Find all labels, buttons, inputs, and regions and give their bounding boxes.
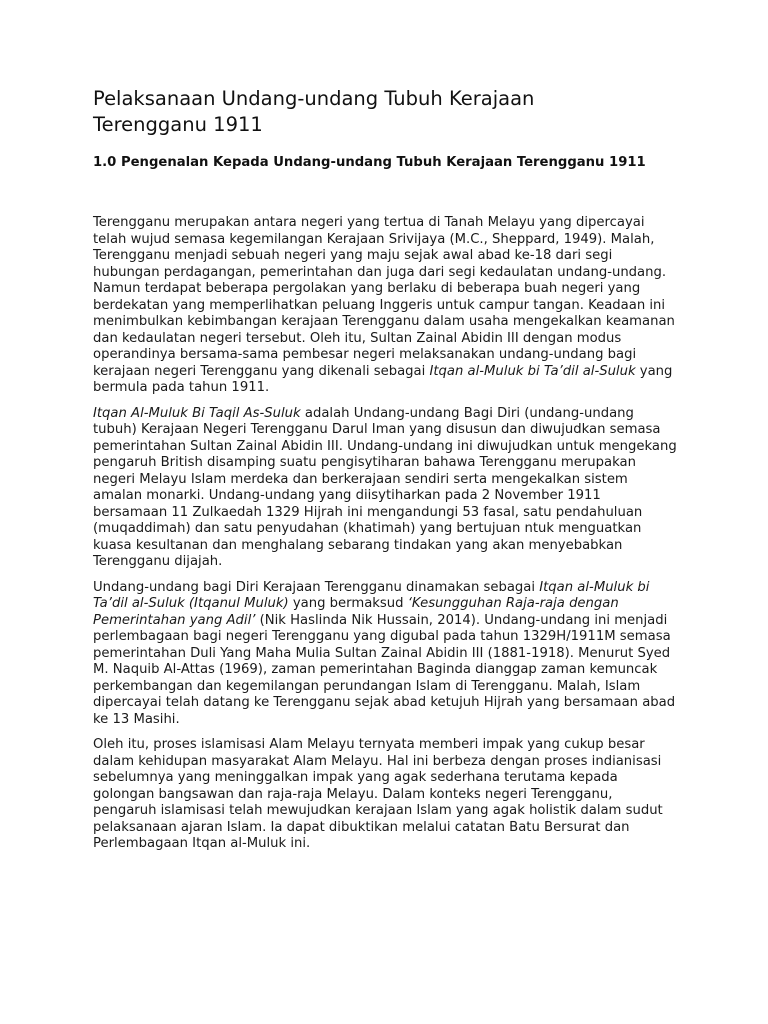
paragraph-italic-text: Itqan al-Muluk bi Ta’dil al-Suluk xyxy=(429,363,636,379)
paragraph-italic-text: ‘Kesungguhan Raja-raja dengan Pemerintahan yang Adil’ xyxy=(93,596,619,628)
paragraph-1 xyxy=(93,215,677,397)
paragraph-4 xyxy=(93,737,677,853)
paragraph-italic-text: Itqan Al-Muluk Bi Taqil As-Suluk xyxy=(93,405,301,421)
paragraph-2 xyxy=(93,406,677,571)
paragraph-text: adalah Undang-undang Bagi Diri (undang-undang tubuh) Kerajaan Negeri Terengganu Darul Iman yang disusun dan diwujudkan semasa pemerintahan Sultan Zainal Abidin III. Undang-undang ini diwujudkan untuk mengekang pengaruh British disamping suatu pengisytiharan bahawa Terengganu merupakan negeri Melayu Islam merdeka dan berkerajaan sendiri serta mengekalkan sistem amalan monarki. Undang-undang yang diisytiharkan pada 2 November 1911 bersamaan 11 Zulkaedah 1329 Hijrah ini mengandungi 53 fasal, satu pendahuluan (muqaddimah) dan satu penyudahan (khatimah) yang bertujuan ntuk menguatkan kuasa kesultanan dan menghalang sebarang tindakan yang akan menyebabkan Terengganu dijajah. xyxy=(93,405,677,569)
paragraph-text: (Nik Haslinda Nik Hussain, 2014). Undang-undang ini menjadi perlembagaan bagi negeri Terengganu yang digubal pada tahun 1329H/1911M semasa pemerintahan Duli Yang Maha Mulia Sultan Zainal Abidin III (1881-1918). Menurut Syed M. Naquib Al-Attas (1969), zaman pemerintahan Baginda dianggap zaman kemuncak perkembangan dan kegemilangan perundangan Islam di Terengganu. Malah, Islam dipercayai telah datang ke Terengganu sejak abad ketujuh Hijrah yang bersamaan abad ke 13 Masihi. xyxy=(93,612,676,727)
document-title: Pelaksanaan Undang-undang Tubuh Kerajaan Terengganu 1911 xyxy=(93,87,535,136)
paragraph-text: Undang-undang bagi Diri Kerajaan Terengganu dinamakan sebagai xyxy=(93,579,540,595)
paragraph-3 xyxy=(93,580,677,729)
document-page xyxy=(93,86,677,862)
paragraph-text: yang bermaksud xyxy=(288,596,408,611)
section-heading: 1.0 Pengenalan Kepada Undang-undang Tubuh Kerajaan Terengganu 1911 xyxy=(93,155,646,170)
paragraph-italic-text: Itqan al-Muluk bi Ta’dil al-Suluk (Itqanul Muluk) xyxy=(93,579,650,611)
paragraph-text: Oleh itu, proses islamisasi Alam Melayu ternyata memberi impak yang cukup besar dalam kehidupan masyarakat Alam Melayu. Hal ini berbeza dengan proses indianisasi sebelumnya yang meninggalkan impak yang agak sederhana terutama kepada golongan bangsawan dan raja-raja Melayu. Dalam konteks negeri Terengganu, pengaruh islamisasi telah mewujudkan kerajaan Islam yang agak holistik dalam sudut pelaksanaan ajaran Islam. Ia dapat dibuktikan melalui catatan Batu Bersurat dan Perlembagaan Itqan al-Muluk ini. xyxy=(93,737,663,851)
paragraph-text: Terengganu merupakan antara negeri yang tertua di Tanah Melayu yang dipercayai telah wujud semasa kegemilangan Kerajaan Srivijaya (M.C., Sheppard, 1949). Malah, Terengganu menjadi sebuah negeri yang maju sejak awal abad ke-18 dari segi hubungan perdagangan, pemerintahan dan juga dari segi kedaulatan undang-undang. Namun terdapat beberapa pergolakan yang berlaku di beberapa buah negeri yang berdekatan yang memperlihatkan peluang Inggeris untuk campur tangan. Keadaan ini menimbulkan kebimbangan kerajaan Terengganu dalam usaha mengekalkan keamanan dan kedaulatan negeri tersebut. Oleh itu, Sultan Zainal Abidin III dengan modus operandinya bersama-sama pembesar negeri melaksanakan undang-undang bagi kerajaan negeri Terengganu yang dikenali sebagai xyxy=(93,215,675,379)
paragraph-text: yang bermula pada tahun 1911. xyxy=(93,363,673,395)
